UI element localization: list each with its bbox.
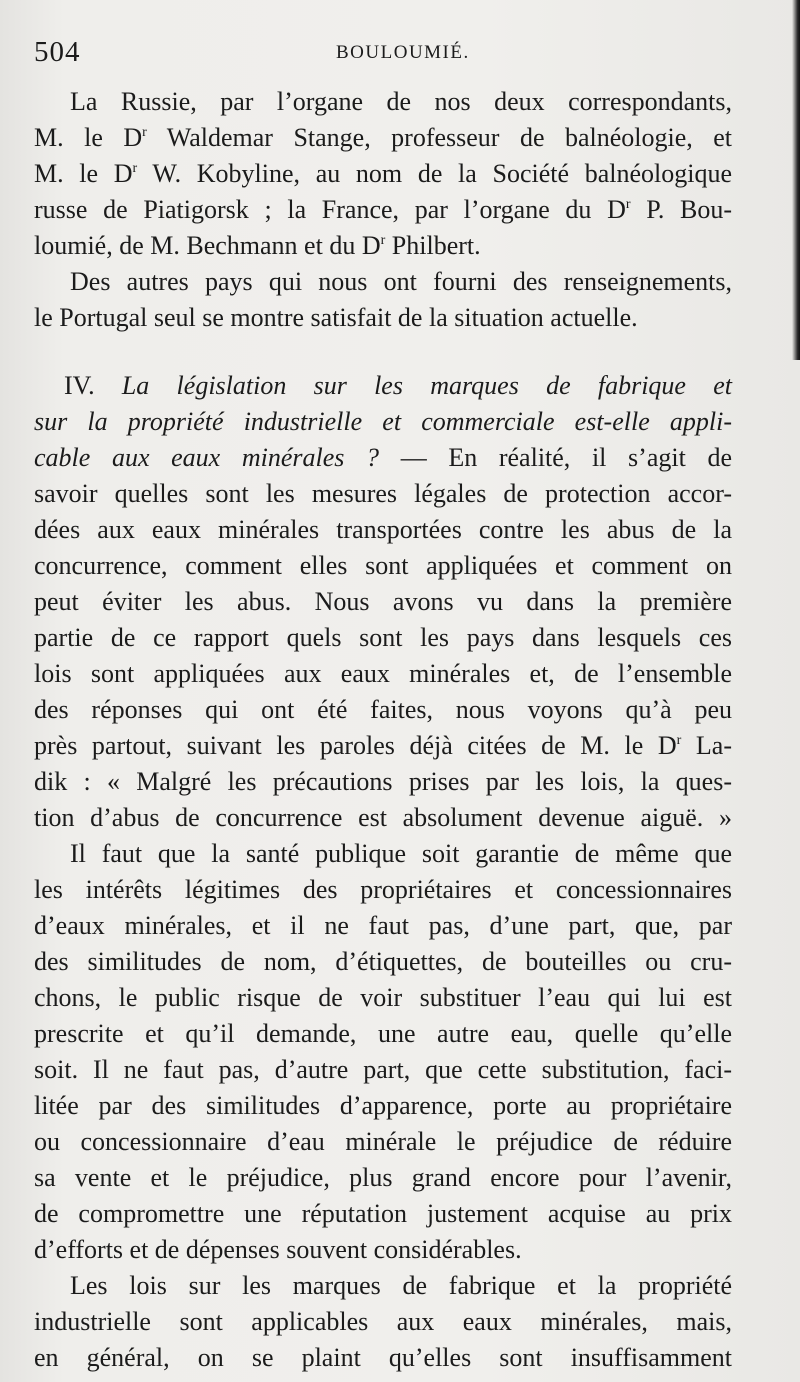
text-line: concurrence, comment elles sont appliquées et comment on (34, 551, 732, 580)
text-line: lois sont appliquées aux eaux minérales et, de l’ensemble (34, 659, 732, 688)
text-line: savoir quelles sont les mesures légales de protection accor- (34, 479, 732, 508)
text-line: russe de Piatigorsk ; la France, par l’organe du $D^r$ P. Bou- (34, 195, 732, 224)
page-edge-shadow (792, 0, 800, 360)
text-line: le Portugal seul se montre satisfait de la situation actuelle. (34, 303, 638, 332)
text-line: Des autres pays qui nous ont fourni des renseignements, (70, 267, 732, 296)
page-number: 504 (34, 36, 81, 68)
text-line: Les lois sur les marques de fabrique et la propriété (70, 1271, 732, 1300)
text-line: IV. La législation sur les marques de fabrique et (64, 371, 732, 400)
text-line: M. le $D^r$ Waldemar Stange, professeur de balnéologie, et (34, 123, 732, 152)
text-line: les intérêts légitimes des propriétaires et concessionnaires (34, 875, 732, 904)
body-text (34, 84, 732, 1376)
text-line: peut éviter les abus. Nous avons vu dans la première (34, 587, 732, 616)
running-head: BOULOUMIÉ. (336, 42, 470, 63)
text-line: tion d’abus de concurrence est absolument devenue aiguë. » (34, 803, 732, 832)
text-line: dées aux eaux minérales transportées contre les abus de la (34, 515, 732, 544)
text-line: prescrite et qu’il demande, une autre eau, quelle qu’elle (34, 1019, 732, 1048)
text-line: partie de ce rapport quels sont les pays dans lesquels ces (34, 623, 732, 652)
text-line: dik : « Malgré les précautions prises par les lois, la ques- (34, 767, 732, 796)
text-line: sa vente et le préjudice, plus grand encore pour l’avenir, (34, 1163, 732, 1192)
text-line: d’eaux minérales, et il ne faut pas, d’une part, que, par (34, 911, 732, 940)
text-line: près partout, suivant les paroles déjà citées de M. le $D^r$ La- (34, 731, 732, 760)
text-line: litée par des similitudes d’apparence, porte au propriétaire (34, 1091, 732, 1120)
text-line: chons, le public risque de voir substituer l’eau qui lui est (34, 983, 732, 1012)
text-line: en général, on se plaint qu’elles sont insuffisamment (34, 1343, 732, 1372)
text-line: La Russie, par l’organe de nos deux correspondants, (70, 87, 732, 116)
text-line: loumié, de M. Bechmann et du $D^r$ Philbert. (34, 231, 481, 260)
text-line: industrielle sont applicables aux eaux minérales, mais, (34, 1307, 732, 1336)
text-line: M. le $D^r$ W. Kobyline, au nom de la Société balnéologique (34, 159, 732, 188)
text-line: des similitudes de nom, d’étiquettes, de bouteilles ou cru- (34, 947, 732, 976)
text-line: des réponses qui ont été faites, nous voyons qu’à peu (34, 695, 732, 724)
text-line: soit. Il ne faut pas, d’autre part, que cette substitution, faci- (34, 1055, 732, 1084)
text-line: sur la propriété industrielle et commerciale est-elle appli- (34, 407, 732, 436)
paragraph-gap (34, 336, 732, 368)
text-line: ou concessionnaire d’eau minérale le préjudice de réduire (34, 1127, 732, 1156)
text-line: d’efforts et de dépenses souvent considérables. (34, 1235, 522, 1264)
page-header (34, 36, 734, 76)
text-line: cable aux eaux minérales ? — En réalité, il s’agit de (34, 443, 732, 472)
text-line: Il faut que la santé publique soit garantie de même que (70, 839, 732, 868)
text-line: de compromettre une réputation justement acquise au prix (34, 1199, 732, 1228)
